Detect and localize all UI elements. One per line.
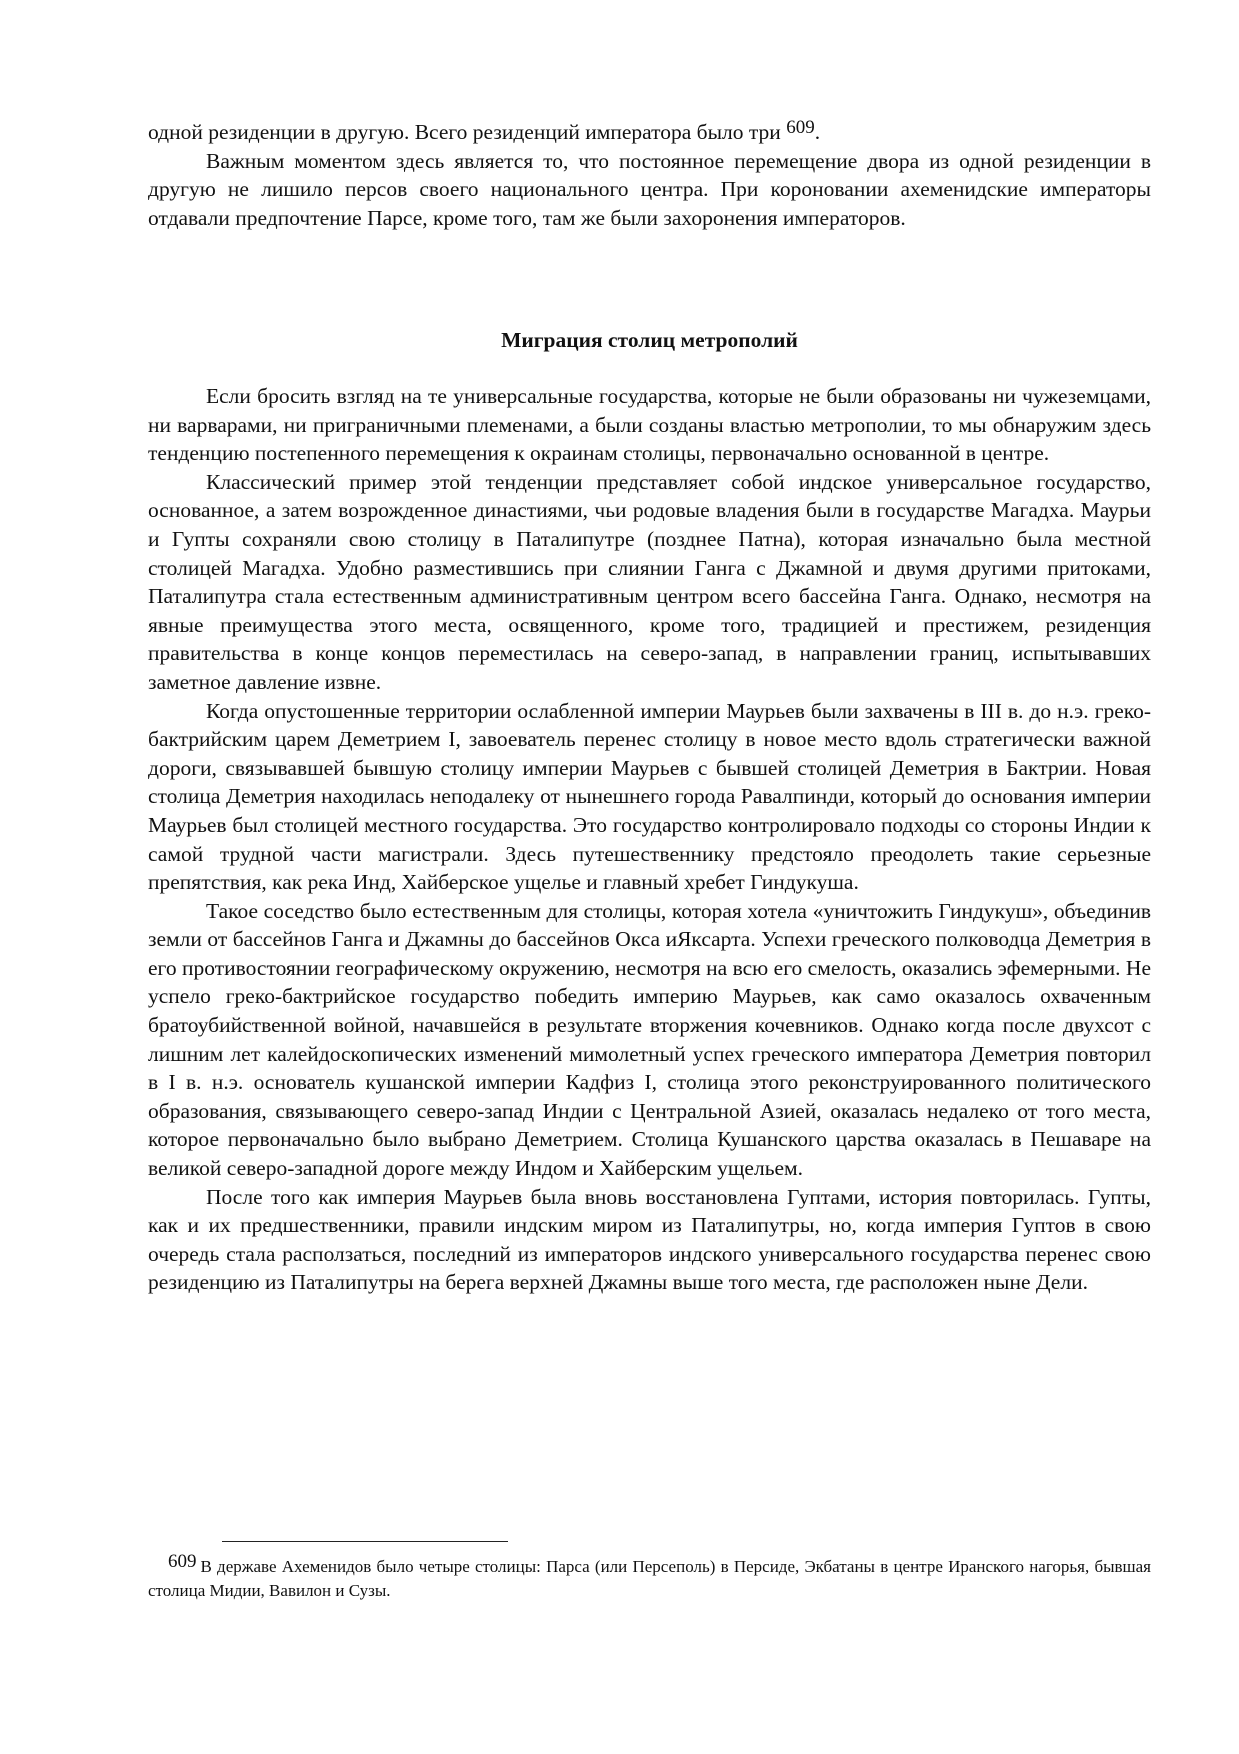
- paragraph-text: одной резиденции в другую. Всего резиденций императора было три: [148, 120, 787, 144]
- paragraph-continuation: [148, 118, 1151, 147]
- paragraph: Такое соседство было естественным для столицы, которая хотела «уничтожить Гиндукуш», объединив земли от бассейнов Ганга и Джамны до бассейнов Окса иЯксарта. Успехи греческого полководца Деметрия в его противостоянии географическому окружению, несмотря на всю его смелость, оказались эфемерными. Не успело греко-бактрийское государство победить империю Маурьев, как само оказалось охваченным братоубийственной войной, начавшейся в результате вторжения кочевников. Однако когда после двухсот с лишним лет калейдоскопических изменений мимолетный успех греческого императора Деметрия повторил в I в. н.э. основатель кушанской империи Кадфиз I, столица этого реконструированного политического образования, связывающего северо-запад Индии с Центральной Азией, оказалась недалеко от того места, которое первоначально было выбрано Деметрием. Столица Кушанского царства оказалась в Пешаваре на великой северо-западной дороге между Индом и Хайберским ущельем.: [148, 898, 1151, 1181]
- footnote-separator: [222, 1541, 508, 1542]
- paragraph: Важным моментом здесь является то, что постоянное перемещение двора из одной резиденции в другую не лишило персов своего национального центра. При короновании ахеменидские императоры отдавали предпочтение Парсе, кроме того, там же были захоронения императоров.: [148, 148, 1151, 230]
- footnote: [148, 1551, 1151, 1603]
- paragraph: После того как империя Маурьев была вновь восстановлена Гуптами, история повторилась. Гупты, как и их предшественники, правили индским миром из Паталипутры, но, когда империя Гуптов в свою очередь стала расползаться, последний из императоров индского универсального государства перенес свою резиденцию из Паталипутры на берега верхней Джамны выше того места, где расположен ныне Дели.: [148, 1184, 1151, 1295]
- main-text-block: [148, 382, 1151, 1297]
- paragraph: Если бросить взгляд на те универсальные государства, которые не были образованы ни чужеземцами, ни варварами, ни приграничными племенами, а были созданы властью метрополии, то мы обнаружим здесь тенденцию постепенного перемещения к окраинам столицы, первоначально основанной в центре.: [148, 384, 1151, 466]
- paragraph: Классический пример этой тенденции представляет собой индское универсальное государство, основанное, а затем возрожденное династиями, чьи родовые владения были в государстве Магадха. Маурьи и Гупты сохраняли свою столицу в Паталипутре (позднее Патна), которая изначально была местной столицей Магадха. Удобно разместившись при слиянии Ганга с Джамной и двумя другими притоками, Паталипутра стала естественным административным центром всего бассейна Ганга. Однако, несмотря на явные преимущества этого места, освященного, кроме того, традицией и престижем, резиденция правительства в конце концов переместилась на северо-запад, в направлении границ, испытывавших заметное давление извне.: [148, 469, 1151, 694]
- paragraph: Когда опустошенные территории ослабленной империи Маурьев были захвачены в III в. до н.э. греко-бактрийским царем Деметрием I, завоеватель перенес столицу в новое место вдоль стратегически важной дороги, связывавшей бывшую столицу империи Маурьев с бывшей столицей Деметрия в Бактрии. Новая столица Деметрия находилась неподалеку от нынешнего города Равалпинди, который до основания империи Маурьев был столицей местного государства. Это государство контролировало подходы со стороны Индии к самой трудной части магистрали. Здесь путешественнику предстояло преодолеть такие серьезные препятствия, как река Инд, Хайберское ущелье и главный хребет Гиндукуша.: [148, 698, 1151, 895]
- footnote-reference[interactable]: 609: [786, 117, 815, 138]
- footnote-text: В державе Ахеменидов было четыре столицы: Парса (или Персеполь) в Персиде, Экбатаны в центре Иранского нагорья, бывшая столица Мидии, Вавилон и Сузы.: [148, 1557, 1151, 1600]
- top-text-block: [148, 118, 1151, 232]
- footnote-number: 609: [168, 1551, 197, 1572]
- section-heading: Миграция столиц метрополий: [501, 328, 798, 352]
- paragraph-tail: .: [814, 120, 821, 144]
